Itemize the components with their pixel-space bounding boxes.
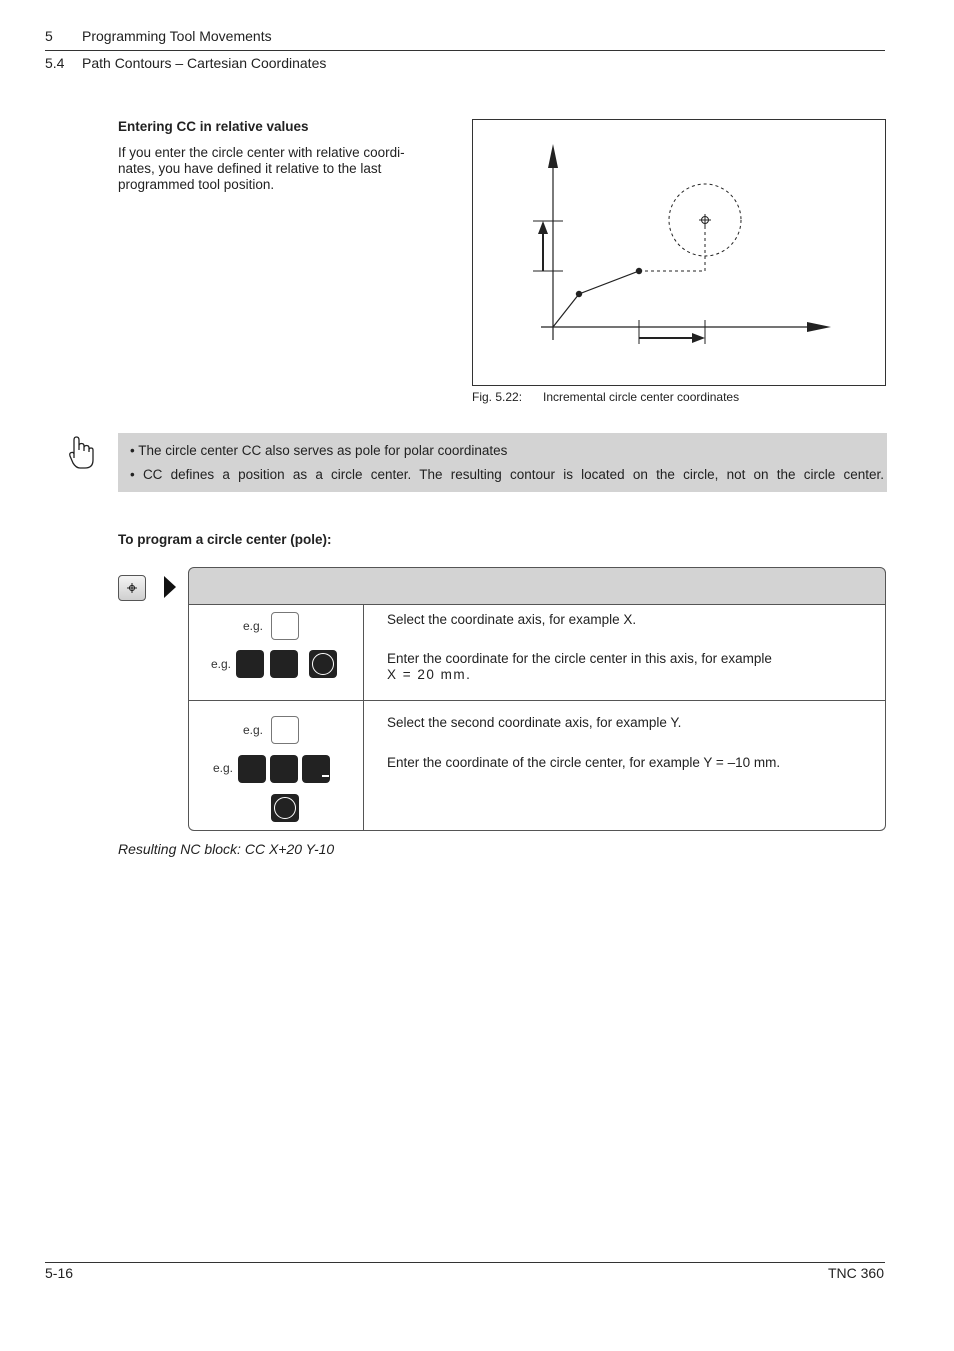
incremental-cc-diagram	[473, 120, 885, 385]
eg-label: e.g.	[243, 619, 264, 633]
footer-rule	[45, 1262, 885, 1263]
minus-icon	[322, 775, 329, 777]
digit-key-2[interactable]	[236, 650, 264, 678]
digit-key-1[interactable]	[238, 755, 266, 783]
eg-label: e.g.	[213, 761, 234, 775]
section-number: 5.4	[45, 55, 65, 71]
minus-key[interactable]	[302, 755, 330, 783]
procedure-heading: To program a circle center (pole):	[118, 532, 332, 547]
result-nc-block: Resulting NC block: CC X+20 Y-10	[118, 841, 335, 857]
path-point-1	[576, 291, 582, 297]
tool-path	[553, 271, 639, 327]
axis-x-key[interactable]	[271, 612, 299, 640]
axis-y-key[interactable]	[271, 716, 299, 744]
note-box	[118, 433, 887, 492]
ent-key[interactable]	[309, 650, 337, 678]
relative-paragraph	[118, 145, 405, 193]
digit-key-0[interactable]	[270, 650, 298, 678]
circle-center-icon	[119, 576, 145, 600]
step1-enter-line-b: X = 20 mm.	[387, 667, 472, 682]
cc-key[interactable]	[118, 575, 146, 601]
dim-x-arrowhead	[692, 333, 705, 343]
step2-select-text: Select the second coordinate axis, for example Y.	[387, 715, 682, 730]
hand-pointer-icon	[68, 434, 96, 472]
y-axis-arrowhead	[548, 144, 558, 168]
relative-line-1: If you enter the circle center with relative coordi-	[118, 145, 405, 160]
relative-line-2: nates, you have defined it relative to the last	[118, 161, 382, 176]
page-number: 5-16	[45, 1265, 74, 1281]
step1-enter-line-a: Enter the coordinate for the circle center in this axis, for example	[387, 651, 772, 666]
procedure-table	[188, 604, 886, 831]
next-arrow-icon	[164, 576, 176, 598]
row-divider	[189, 700, 885, 701]
header-rule	[45, 50, 885, 51]
digit-key-0[interactable]	[270, 755, 298, 783]
step2-enter-text: Enter the coordinate of the circle center, for example Y = –10 mm.	[387, 755, 781, 770]
eg-label: e.g.	[243, 723, 264, 737]
dialog-line	[188, 567, 886, 605]
relative-line-3: programmed tool position.	[118, 177, 275, 192]
note-bullet-2: • CC defines a position as a circle center. The resulting contour is located on the circle, not on the circle center.	[130, 467, 884, 482]
x-axis-arrowhead	[807, 322, 831, 332]
step1-enter-text	[387, 651, 772, 683]
figure-frame	[472, 119, 886, 386]
chapter-title: Programming Tool Movements	[82, 28, 272, 44]
figure-label: Fig. 5.22:	[472, 390, 523, 404]
product-name: TNC 360	[827, 1265, 884, 1281]
section-title: Path Contours – Cartesian Coordinates	[82, 55, 327, 71]
step1-select-text: Select the coordinate axis, for example X.	[387, 612, 637, 627]
chapter-number: 5	[45, 28, 53, 44]
dim-y-arrowhead	[538, 221, 548, 234]
ent-key[interactable]	[271, 794, 299, 822]
note-bullet-1: • The circle center CC also serves as pole for polar coordinates	[130, 443, 508, 458]
figure-title: Incremental circle center coordinates	[543, 390, 740, 404]
eg-label: e.g.	[211, 657, 232, 671]
relative-heading: Entering CC in relative values	[118, 119, 309, 134]
column-divider	[363, 604, 364, 830]
